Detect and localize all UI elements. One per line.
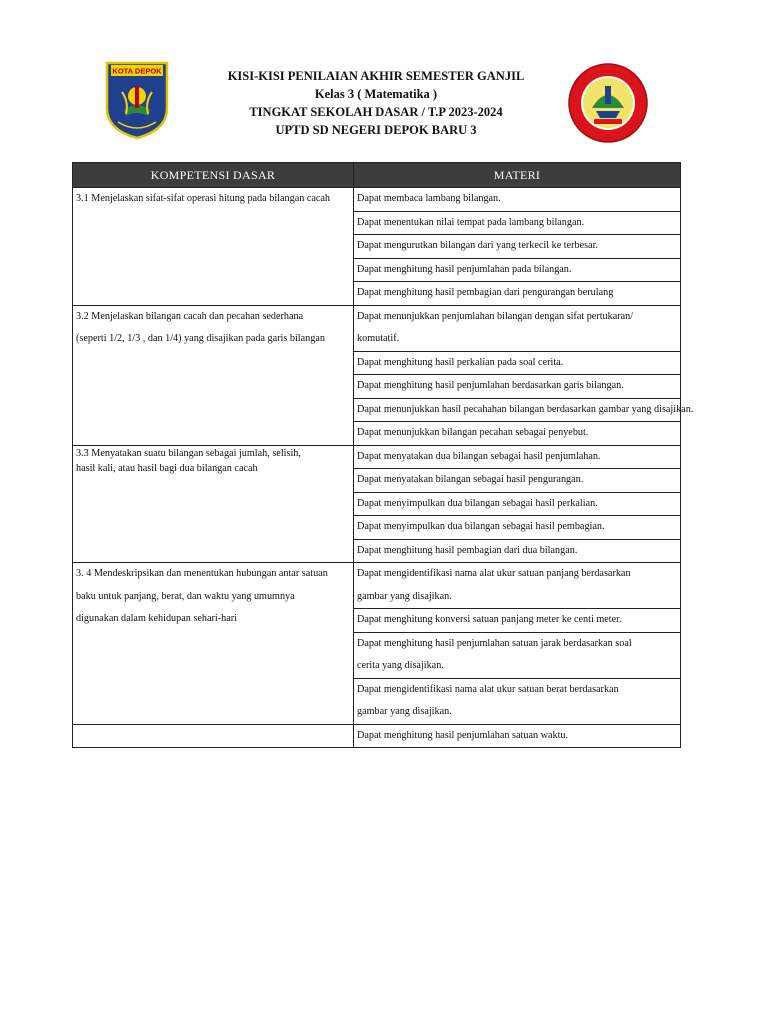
table-row [73, 305, 681, 351]
materi-text: Dapat menunjukkan penjumlahan bilangan dengan sifat pertukaran/ [357, 310, 634, 322]
materi-text: cerita yang disajikan. [357, 660, 444, 671]
kompetensi-dasar-cell [73, 305, 354, 445]
materi-text: Dapat menghitung hasil penjumlahan satuan jarak berdasarkan soal [357, 637, 632, 649]
table-body [73, 188, 694, 748]
materi-text: Dapat menunjukkan bilangan pecahan sebagai penyebut. [357, 427, 589, 438]
materi-cell [354, 305, 681, 351]
table-row [73, 724, 681, 748]
materi-text: Dapat menghitung hasil penjumlahan pada bilangan. [357, 263, 572, 275]
table-row [73, 188, 681, 212]
materi-cell [354, 539, 681, 563]
kompetensi-dasar-text: 3.1 Menjelaskan sifat-sifat operasi hitung pada bilangan cacah [76, 193, 331, 204]
kisi-kisi-table [72, 162, 694, 748]
materi-cell [354, 563, 681, 609]
materi-cell [354, 516, 681, 540]
materi-text: Dapat menyatakan dua bilangan sebagai hasil penjumlahan. [357, 450, 601, 462]
school-level-year: TINGKAT SEKOLAH DASAR / T.P 2023-2024 [249, 105, 503, 119]
materi-cell [354, 445, 681, 469]
table-header-row [73, 163, 681, 188]
kompetensi-dasar-text: (seperti 1/2, 1/3 , dan 1/4) yang disajikan pada garis bilangan [76, 333, 325, 344]
materi-cell [354, 235, 681, 259]
table-row [73, 445, 681, 469]
materi-cell [354, 258, 681, 282]
materi-text: Dapat mengidentifikasi nama alat ukur satuan panjang berdasarkan [357, 568, 631, 579]
materi-text: gambar yang disajikan. [357, 706, 452, 717]
materi-cell [354, 678, 681, 724]
materi-text: Dapat menghitung hasil penjumlahan satuan waktu. [357, 729, 569, 741]
materi-text: Dapat menyimpulkan dua bilangan sebagai hasil pembagian. [357, 521, 605, 532]
materi-cell [354, 609, 681, 633]
class-subject: Kelas 3 ( Matematika ) [314, 87, 438, 101]
materi-cell [354, 398, 694, 422]
school-emblem-logo [567, 62, 649, 144]
materi-cell [354, 632, 681, 678]
materi-text: Dapat menghitung hasil pembagian dari pengurangan berulang [357, 287, 614, 298]
materi-text: Dapat mengidentifikasi nama alat ukur satuan berat berdasarkan [357, 683, 619, 695]
logo-banner-text: KOTA DEPOK [112, 66, 162, 76]
header-materi: MATERI [354, 163, 681, 188]
kompetensi-dasar-text: digunakan dalam kehidupan sehari-hari [76, 613, 237, 624]
kompetensi-dasar-text: 3.2 Menjelaskan bilangan cacah dan pecahan sederhana [76, 310, 304, 322]
materi-text: Dapat membaca lambang bilangan. [357, 193, 501, 204]
materi-cell [354, 724, 681, 748]
materi-text: Dapat menyimpulkan dua bilangan sebagai hasil perkalian. [357, 497, 598, 509]
kota-depok-logo [104, 60, 170, 140]
school-name: UPTD SD NEGERI DEPOK BARU 3 [275, 123, 477, 137]
kompetensi-dasar-cell [73, 445, 354, 563]
table-row [73, 563, 681, 609]
materi-cell [354, 211, 681, 235]
materi-text: Dapat menghitung konversi satuan panjang meter ke centi meter. [357, 614, 622, 625]
materi-text: Dapat menyatakan bilangan sebagai hasil pengurangan. [357, 474, 584, 485]
kompetensi-dasar-cell [73, 188, 354, 306]
materi-cell [354, 188, 681, 212]
header-kompetensi-dasar: KOMPETENSI DASAR [73, 163, 354, 188]
materi-text: gambar yang disajikan. [357, 590, 452, 602]
materi-text: Dapat menghitung hasil penjumlahan berdasarkan garis bilangan. [357, 380, 624, 391]
kompetensi-dasar-text: baku untuk panjang, berat, dan waktu yang umumnya [76, 590, 295, 602]
document-header [180, 67, 572, 139]
materi-text: Dapat menghitung hasil pembagian dari dua bilangan. [357, 544, 578, 556]
kompetensi-dasar-cell [73, 563, 354, 725]
materi-cell [354, 351, 681, 375]
materi-cell [354, 375, 681, 399]
kompetensi-dasar-cell [73, 724, 354, 748]
materi-cell [354, 492, 681, 516]
materi-text: komutatif. [357, 333, 400, 344]
kompetensi-dasar-text: 3.3 Menyatakan suatu bilangan sebagai jumlah, selisih, [76, 447, 301, 459]
document-title: KISI-KISI PENILAIAN AKHIR SEMESTER GANJIL [227, 69, 525, 83]
materi-text: Dapat menghitung hasil perkalian pada soal cerita. [357, 356, 564, 368]
materi-cell [354, 282, 681, 306]
materi-text: Dapat menunjukkan hasil pecahahan bilangan berdasarkan gambar yang disajikan. [357, 403, 694, 415]
materi-cell [354, 422, 681, 446]
materi-text: Dapat menentukan nilai tempat pada lambang bilangan. [357, 216, 585, 228]
kompetensi-dasar-text: hasil kali, atau hasil bagi dua bilangan cacah [76, 462, 258, 474]
kompetensi-dasar-text: 3. 4 Mendeskripsikan dan menentukan hubungan antar satuan [76, 568, 328, 579]
materi-text: Dapat mengurutkan bilangan dari yang terkecil ke terbesar. [357, 240, 599, 251]
materi-cell [354, 469, 681, 493]
